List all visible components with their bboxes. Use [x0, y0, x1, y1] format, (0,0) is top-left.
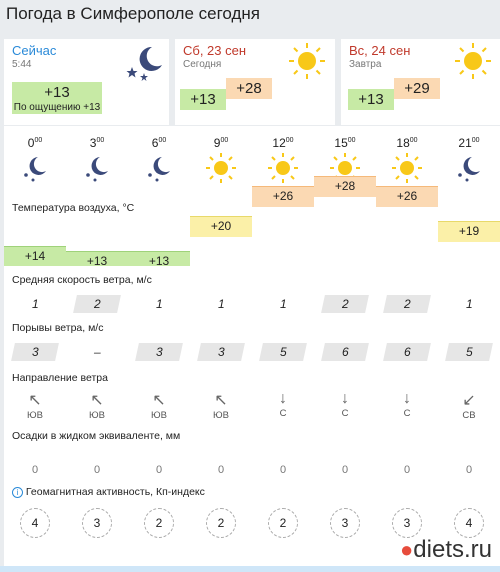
temp-bar: +13 [128, 251, 190, 266]
sun-icon [453, 41, 493, 81]
now-temp: +13 [12, 82, 102, 103]
kp-index: 3 [392, 508, 422, 538]
day2-label: Вс, 24 сен [349, 43, 411, 58]
moon-icon [142, 151, 182, 185]
kp-index: 2 [144, 508, 174, 538]
temp-bar: +26 [376, 186, 438, 266]
wind-gust: 3 [135, 343, 183, 361]
sun-icon [390, 151, 430, 185]
wind-direction: ↖ ЮВ [10, 390, 60, 421]
hour-label: $12^{00}$ [272, 136, 294, 150]
wind-speed: 1 [217, 297, 225, 311]
geo-section-title [12, 486, 205, 498]
info-icon[interactable]: i [12, 487, 23, 498]
dir-section-title: Направление ветра [12, 372, 108, 384]
hour-label: $0^{00}$ [27, 136, 43, 150]
day2-card[interactable] [341, 39, 500, 125]
day1-sub: Сегодня [183, 59, 222, 70]
direction-arrow-icon: ↖ [90, 392, 104, 409]
kp-index: 2 [206, 508, 236, 538]
day1-card[interactable] [175, 39, 335, 125]
wind-speed: 1 [31, 297, 39, 311]
direction-arrow-icon: ↖ [28, 392, 42, 409]
precipitation: 0 [403, 464, 411, 476]
precipitation: 0 [155, 464, 163, 476]
wind-speed: 2 [321, 295, 369, 313]
temp-bar: +13 [66, 251, 128, 266]
prec-section-title: Осадки в жидком эквиваленте, мм [12, 430, 181, 442]
now-card[interactable] [4, 39, 169, 125]
kp-index: 3 [330, 508, 360, 538]
moon-icon [452, 151, 492, 185]
wind-section-title: Средняя скорость ветра, м/с [12, 274, 152, 286]
bottom-toolbar-hint [0, 566, 500, 572]
precipitation: 0 [217, 464, 225, 476]
direction-arrow-icon: ↖ [152, 392, 166, 409]
kp-index: 2 [268, 508, 298, 538]
wind-speed: 1 [465, 297, 473, 311]
wind-speed: 2 [73, 295, 121, 313]
wind-speed: 1 [155, 297, 163, 311]
wind-direction: ↓ С [382, 390, 432, 419]
wind-direction: ↙ СВ [444, 390, 494, 421]
site-logo: ●diets.ru [400, 536, 492, 563]
precipitation: 0 [93, 464, 101, 476]
wind-direction: ↖ ЮВ [134, 390, 184, 421]
temp-bar: +19 [438, 221, 500, 266]
precipitation: 0 [465, 464, 473, 476]
now-feels: По ощущению +13 [13, 102, 101, 113]
now-label: Сейчас [12, 43, 57, 58]
sun-icon [266, 151, 306, 185]
temp-bar: +20 [190, 216, 252, 266]
wind-gust: 5 [259, 343, 307, 361]
direction-arrow-icon: ↙ [462, 392, 476, 409]
temp-bar: +14 [4, 246, 66, 266]
apple-icon: ● [400, 537, 414, 562]
wind-gust: 6 [383, 343, 431, 361]
precipitation: 0 [341, 464, 349, 476]
geo-label: Геомагнитная активность, Кп-индекс [25, 486, 205, 498]
direction-arrow-icon: ↓ [341, 390, 349, 407]
hour-label: $15^{00}$ [334, 136, 356, 150]
direction-arrow-icon: ↓ [403, 390, 411, 407]
kp-index: 4 [454, 508, 484, 538]
precipitation: 0 [31, 464, 39, 476]
wind-direction: ↓ С [258, 390, 308, 419]
wind-direction: ↖ ЮВ [72, 390, 122, 421]
hour-label: $21^{00}$ [458, 136, 480, 150]
precipitation: 0 [279, 464, 287, 476]
wind-gust: 3 [11, 343, 59, 361]
direction-arrow-icon: ↓ [279, 390, 287, 407]
hour-label: $9^{00}$ [213, 136, 229, 150]
day1-min: +13 [180, 89, 226, 110]
moon-stars-icon [122, 43, 166, 83]
moon-icon [18, 151, 58, 185]
temp-bar: +26 [252, 186, 314, 266]
hourly-panel [4, 126, 500, 572]
now-time: 5:44 [12, 59, 32, 70]
day2-max: +29 [394, 78, 440, 99]
wind-direction: ↖ ЮВ [196, 390, 246, 421]
sun-icon [204, 151, 244, 185]
page-title: Погода в Симферополе сегодня [6, 4, 261, 23]
hour-label: $18^{00}$ [396, 136, 418, 150]
hour-label: $3^{00}$ [89, 136, 105, 150]
day1-label: Сб, 23 сен [183, 43, 247, 58]
sun-icon [287, 41, 327, 81]
kp-index: 3 [82, 508, 112, 538]
day2-sub: Завтра [349, 59, 382, 70]
gust-section-title: Порывы ветра, м/с [12, 322, 104, 334]
wind-gust: 6 [321, 343, 369, 361]
wind-gust: – [93, 345, 101, 359]
wind-speed: 1 [279, 297, 287, 311]
day2-min: +13 [348, 89, 394, 110]
temp-section-title: Температура воздуха, °С [12, 202, 135, 214]
hour-label: $6^{00}$ [151, 136, 167, 150]
wind-gust: 5 [445, 343, 493, 361]
wind-direction: ↓ С [320, 390, 370, 419]
moon-icon [80, 151, 120, 185]
kp-index: 4 [20, 508, 50, 538]
wind-gust: 3 [197, 343, 245, 361]
day1-max: +28 [226, 78, 272, 99]
direction-arrow-icon: ↖ [214, 392, 228, 409]
temp-bar: +28 [314, 176, 376, 266]
wind-speed: 2 [383, 295, 431, 313]
